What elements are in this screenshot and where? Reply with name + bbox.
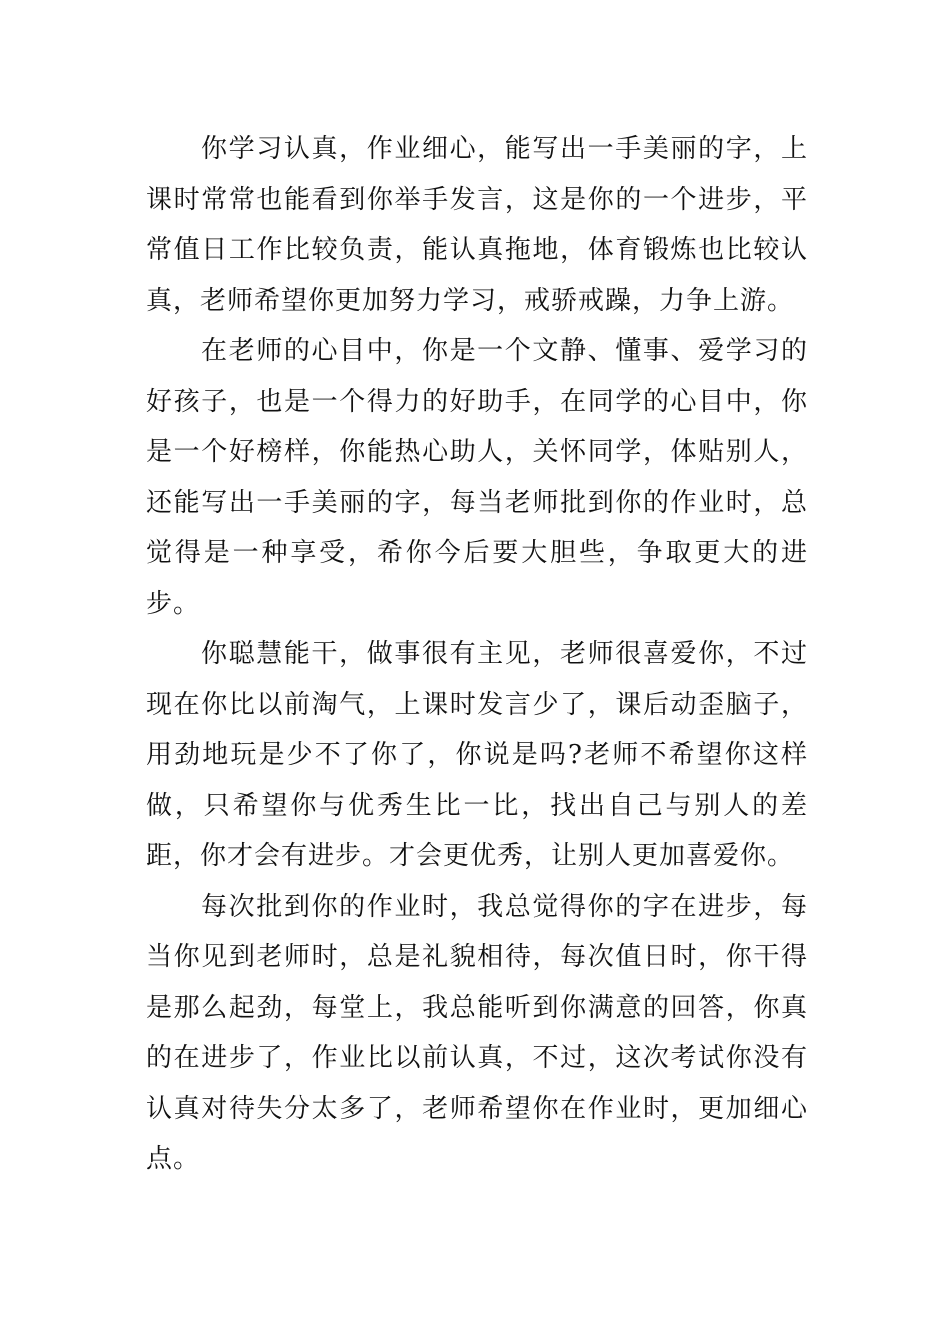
- paragraph-3: 你聪慧能干，做事很有主见，老师很喜爱你，不过现在你比以前淘气，上课时发言少了，课后动歪脑子，用劲地玩是少不了你了，你说是吗?老师不希望你这样做，只希望你与优秀生比一比，找出自己与别人的差距，你才会有进步。才会更优秀，让别人更加喜爱你。: [146, 639, 808, 871]
- paragraph-1: 你学习认真，作业细心，能写出一手美丽的字，上课时常常也能看到你举手发言，这是你的一个进步，平常值日工作比较负责，能认真拖地，体育锻炼也比较认真，老师希望你更加努力学习，戒骄戒躁，力争上游。: [146, 134, 808, 316]
- paragraph-4: 每次批到你的作业时，我总觉得你的字在进步，每当你见到老师时，总是礼貌相待，每次值日时，你干得是那么起劲，每堂上，我总能听到你满意的回答，你真的在进步了，作业比以前认真，不过，这次考试你没有认真对待失分太多了，老师希望你在作业时，更加细心点。: [146, 891, 808, 1174]
- document-body: [146, 124, 808, 1185]
- paragraph-2: 在老师的心目中，你是一个文静、懂事、爱学习的好孩子，也是一个得力的好助手，在同学的心目中，你是一个好榜样，你能热心助人，关怀同学，体贴别人，还能写出一手美丽的字，每当老师批到你的作业时，总觉得是一种享受，希你今后要大胆些，争取更大的进步。: [146, 336, 808, 619]
